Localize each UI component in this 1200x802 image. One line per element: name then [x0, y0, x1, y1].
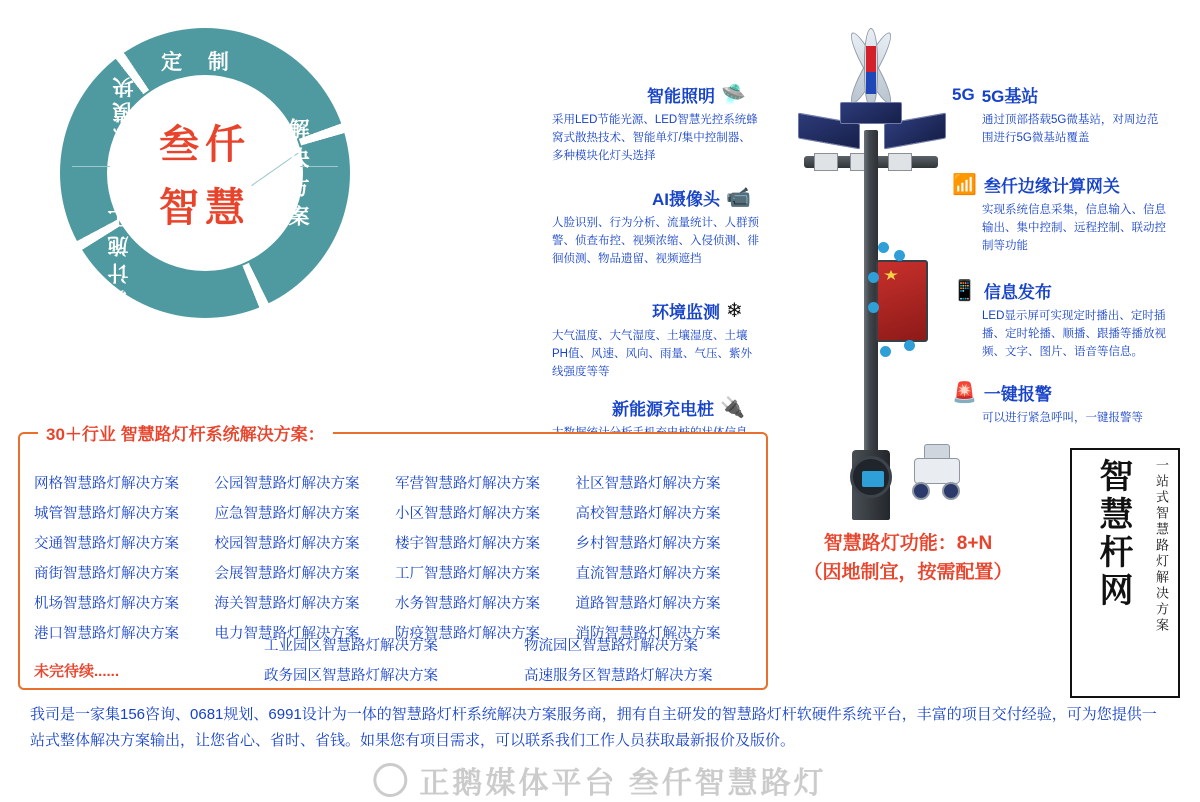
donut-segment-design: 设计施工 [108, 203, 131, 311]
solution-item[interactable]: 城管智慧路灯解决方案 [34, 506, 179, 522]
watermark [373, 758, 826, 802]
solution-item[interactable]: 高校智慧路灯解决方案 [575, 506, 721, 522]
robot-wheel [912, 482, 930, 500]
robot-body [914, 458, 960, 484]
gateway-icon: 📶 [952, 173, 977, 196]
feature-body: 实现系统信息采集，信息输入、信息输出、集中控制、远程控制、联动控制等功能 [982, 204, 1166, 252]
donut-segment-system: 体 [174, 353, 206, 376]
pole-led-screen [876, 260, 928, 342]
pole-caption [782, 530, 1034, 587]
antenna-marker-red [866, 46, 876, 72]
feature-title: 一键报警 [983, 385, 1052, 404]
solar-panel-center [840, 102, 902, 124]
feature-body: 通过顶部搭载5G微基站，对周边范围进行5G微基站覆盖 [982, 114, 1159, 144]
brand-tagline: 一站式智慧路灯解决方案 [1154, 458, 1169, 634]
charger-icon: 🔌 [720, 396, 745, 419]
patrol-robot [908, 442, 966, 504]
solution-item[interactable]: 海关智慧路灯解决方案 [214, 596, 360, 612]
solution-item[interactable]: 公园智慧路灯解决方案 [214, 476, 360, 492]
solution-item[interactable]: 工业园区智慧路灯解决方案 [264, 638, 438, 654]
feature-title: 5G基站 [981, 87, 1039, 106]
brand-name: 智慧杆网 [1094, 458, 1131, 610]
solution-item[interactable]: 会展智慧路灯解决方案 [214, 566, 360, 582]
feature-title: 智能照明 [647, 87, 715, 106]
alarm-icon: 🚨 [952, 381, 977, 404]
sensor-dot [894, 250, 905, 261]
feature-one-key-alarm [952, 380, 1167, 428]
antenna-marker-blue [866, 72, 876, 94]
lamp-icon: 🛸 [721, 83, 746, 106]
solution-item[interactable]: 商街智慧路灯解决方案 [34, 566, 179, 582]
pole-caption-line1: 智慧路灯功能：8+N [823, 533, 993, 554]
brand-line-1: 叁仟 [159, 122, 251, 167]
feature-body: 人脸识别、行为分析、流量统计、人群预警、侦查布控、视频浓缩、入侵侦测、徘徊侦测、物品遗留、视频遮挡 [552, 217, 759, 265]
solution-item[interactable]: 物流园区智慧路灯解决方案 [524, 638, 698, 654]
feature-environment-monitoring [552, 298, 762, 381]
feature-body: LED显示屏可实现定时播出、定时插播、定时轮播、顺播、跟播等播放视频、文字、图片、语音等信息。 [982, 310, 1166, 358]
solution-item[interactable]: 直流智慧路灯解决方案 [575, 566, 721, 582]
robot-wheel [942, 482, 960, 500]
sensor-dot [904, 340, 915, 351]
feature-edge-gateway [952, 172, 1167, 255]
solution-item[interactable]: 军营智慧路灯解决方案 [395, 476, 540, 492]
feature-body: 可以进行紧急呼叫，一键报警等 [982, 412, 1143, 424]
solution-item[interactable]: 机场智慧路灯解决方案 [34, 596, 179, 612]
solution-item[interactable]: 乡村智慧路灯解决方案 [575, 536, 721, 552]
solution-item[interactable]: 电力智慧路灯解决方案 [214, 626, 360, 642]
solutions-grid [34, 472, 756, 643]
pole-top-antenna [836, 28, 906, 108]
concept-donut-diagram [50, 18, 360, 378]
feature-title: 信息发布 [983, 283, 1052, 302]
solution-item[interactable]: 防疫智慧路灯解决方案 [395, 626, 540, 642]
brand-block [1070, 448, 1180, 698]
sensor-dot [868, 302, 879, 313]
pole-caption-line2: （因地制宜，按需配置） [803, 561, 1013, 583]
feature-title: 新能源充电桩 [612, 400, 714, 419]
solution-item[interactable]: 交通智慧路灯解决方案 [34, 536, 179, 552]
feature-title: 环境监测 [652, 303, 720, 322]
donut-segment-solution: 解决方案 [286, 118, 309, 234]
feature-information-release [952, 278, 1167, 361]
feature-ai-camera [552, 185, 762, 268]
feature-5g-base-station [952, 82, 1167, 148]
feature-title: 叁仟边缘计算网关 [983, 177, 1120, 196]
solution-item[interactable]: 工厂智慧路灯解决方案 [395, 566, 540, 582]
watermark-text: 正鹅媒体平台 叁仟智慧路灯 [419, 767, 827, 800]
pole-base-display [850, 456, 892, 498]
solutions-title: 30＋行业 智慧路灯杆系统解决方案： [38, 420, 333, 445]
solution-item[interactable]: 小区智慧路灯解决方案 [395, 506, 540, 522]
brand-line-2: 智慧 [159, 185, 251, 230]
feature-body: 采用LED节能光源、LED智慧光控系统蜂窝式散热技术、智能单灯/集中控制器、多种模块化灯头选择 [552, 114, 758, 162]
feature-body: 大气温度、大气湿度、土壤湿度、土壤PH值、风速、风向、雨量、气压、紫外线强度等等 [552, 330, 752, 378]
sensor-dot [880, 346, 891, 357]
solution-item[interactable]: 水务智慧路灯解决方案 [395, 596, 540, 612]
solution-item[interactable]: 应急智慧路灯解决方案 [214, 506, 360, 522]
donut-segment-customization: 定 制 [161, 51, 239, 74]
5g-icon: 5G [952, 85, 975, 104]
sensor-icon: ❄ [726, 299, 743, 322]
camera-icon: 📹 [726, 186, 751, 209]
donut-segment-module: 智慧模块 [113, 73, 136, 173]
sensor-dot [868, 272, 879, 283]
solution-item[interactable]: 网格智慧路灯解决方案 [34, 476, 179, 492]
sensor-dot [878, 242, 889, 253]
footer-paragraph: 我司是一家集156咨询、0681规划、6991设计为一体的智慧路灯杆系统解决方案服务商，拥有自主研发的智慧路灯杆软硬件系统平台，丰富的项目交付经验，可为您提供一站式整体解决方案输出，让您省心、省时、省钱。如果您有项目需求，可以联系我们工作人员获取最新报价及版价。 [30, 706, 1157, 750]
solution-item[interactable]: 楼宇智慧路灯解决方案 [395, 536, 540, 552]
smart-pole-illustration [780, 10, 970, 530]
solution-item[interactable]: 高速服务区智慧路灯解决方案 [524, 668, 713, 684]
solution-item[interactable]: 消防智慧路灯解决方案 [575, 626, 721, 642]
solution-item[interactable]: 校园智慧路灯解决方案 [214, 536, 360, 552]
feature-smart-lighting [552, 82, 762, 165]
watermark-logo-icon [373, 763, 407, 797]
solution-item[interactable]: 港口智慧路灯解决方案 [34, 626, 179, 642]
solutions-panel [18, 425, 768, 690]
crossarm-device [814, 153, 838, 171]
feature-title: AI摄像头 [652, 190, 720, 209]
solutions-more-label: 未完待续...... [34, 663, 120, 680]
solution-item[interactable]: 政务园区智慧路灯解决方案 [264, 668, 438, 684]
solutions-wide-grid [34, 634, 756, 685]
display-icon: 📱 [952, 279, 977, 302]
crossarm-device [888, 153, 912, 171]
solution-item[interactable]: 道路智慧路灯解决方案 [575, 596, 721, 612]
solution-item[interactable]: 社区智慧路灯解决方案 [575, 476, 721, 492]
